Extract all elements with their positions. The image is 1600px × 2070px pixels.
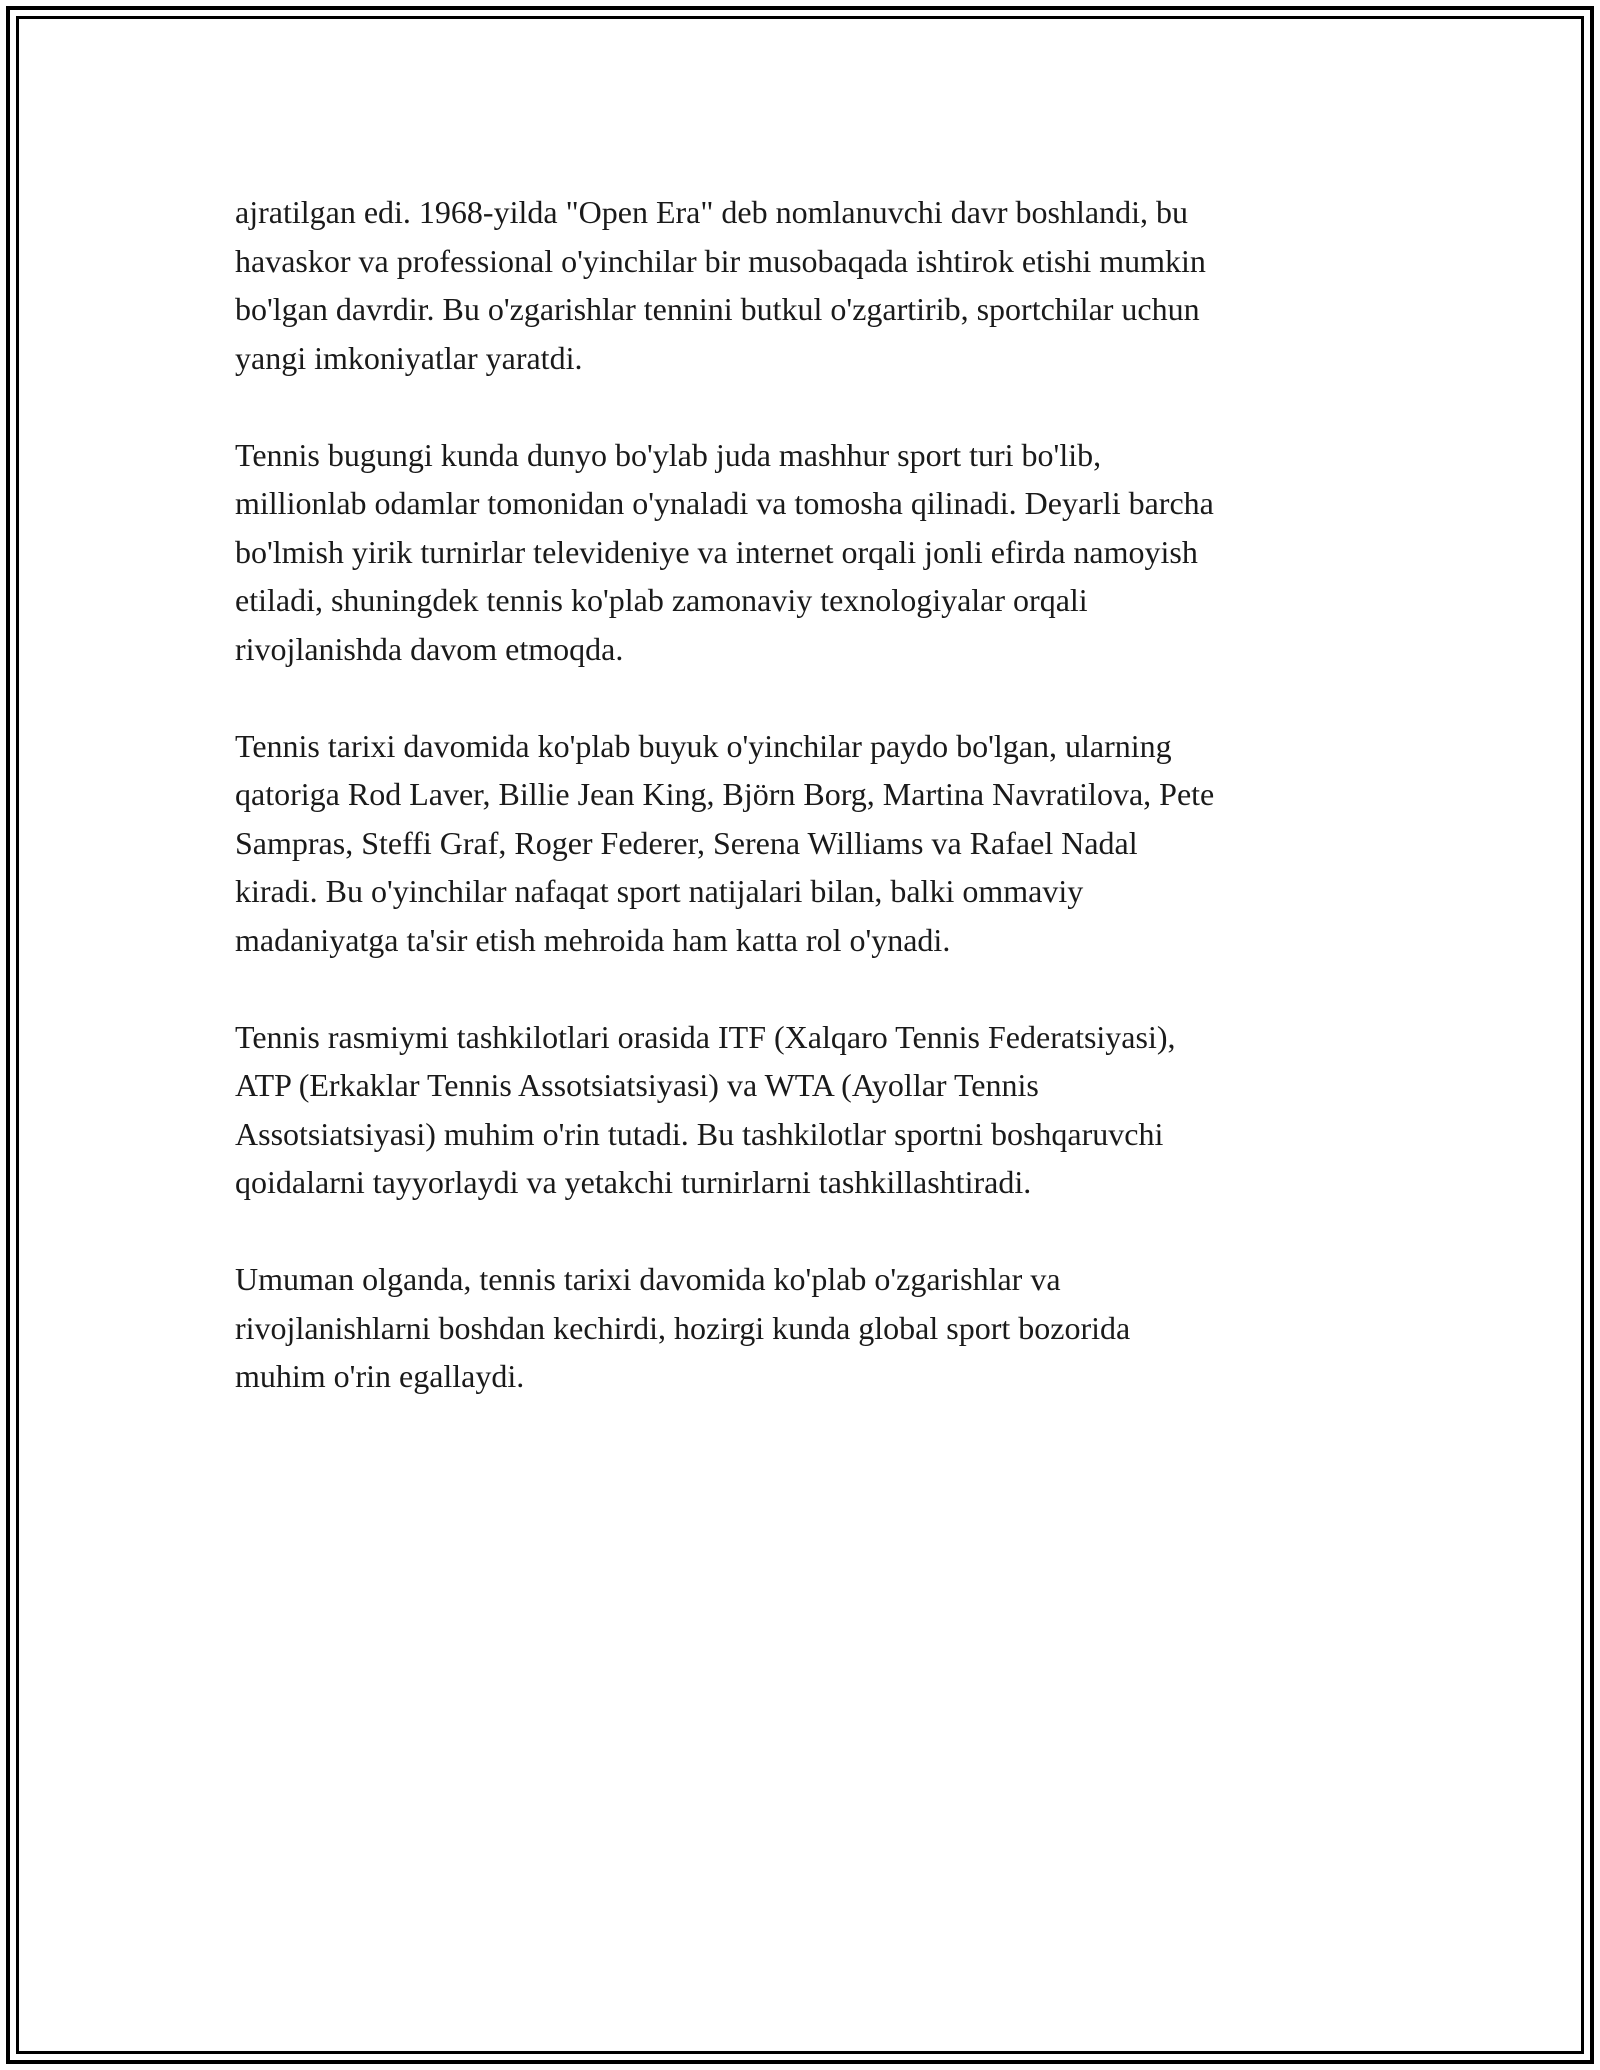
- document-body: [235, 188, 1385, 1449]
- paragraph-conclusion: Umuman olganda, tennis tarixi davomida ko'plab o'zgarishlar va rivojlanishlarni boshdan kechirdi, hozirgi kunda global sport bozorida muhim o'rin egallaydi.: [235, 1261, 1131, 1394]
- paragraph-popularity: Tennis bugungi kunda dunyo bo'ylab juda mashhur sport turi bo'lib, millionlab odamlar tomonidan o'ynaladi va tomosha qilinadi. Deyarli barcha bo'lmish yirik turnirlar televideniye va internet orqali jonli efirda namoyish etiladi, shuningdek tennis ko'plab zamonaviy texnologiyalar orqali rivojlanishda davom etmoqda.: [235, 436, 1214, 667]
- paragraph-open-era: ajratilgan edi. 1968-yilda "Open Era" deb nomlanuvchi davr boshlandi, bu havaskor va professional o'yinchilar bir musobaqada ishtirok etishi mumkin bo'lgan davrdir. Bu o'zgarishlar tennini butkul o'zgartirib, sportchilar uchun yangi imkoniyatlar yaratdi.: [235, 194, 1206, 376]
- paragraph-organizations: Tennis rasmiymi tashkilotlari orasida ITF (Xalqaro Tennis Federatsiyasi), ATP (Erkaklar Tennis Assotsiatsiyasi) va WTA (Ayollar Tennis Assotsiatsiyasi) muhim o'rin tutadi. Bu tashkilotlar sportni boshqaruvchi qoidalarni tayyorlaydi va yetakchi turnirlarni tashkillashtiradi.: [235, 1018, 1176, 1200]
- paragraph-great-players: Tennis tarixi davomida ko'plab buyuk o'yinchilar paydo bo'lgan, ularning qatoriga Rod Laver, Billie Jean King, Björn Borg, Martina Navratilova, Pete Sampras, Steffi Graf, Roger Federer, Serena Williams va Rafael Nadal kiradi. Bu o'yinchilar nafaqat sport natijalari bilan, balki ommaviy madaniyatga ta'sir etish mehroida ham katta rol o'ynadi.: [235, 727, 1215, 958]
